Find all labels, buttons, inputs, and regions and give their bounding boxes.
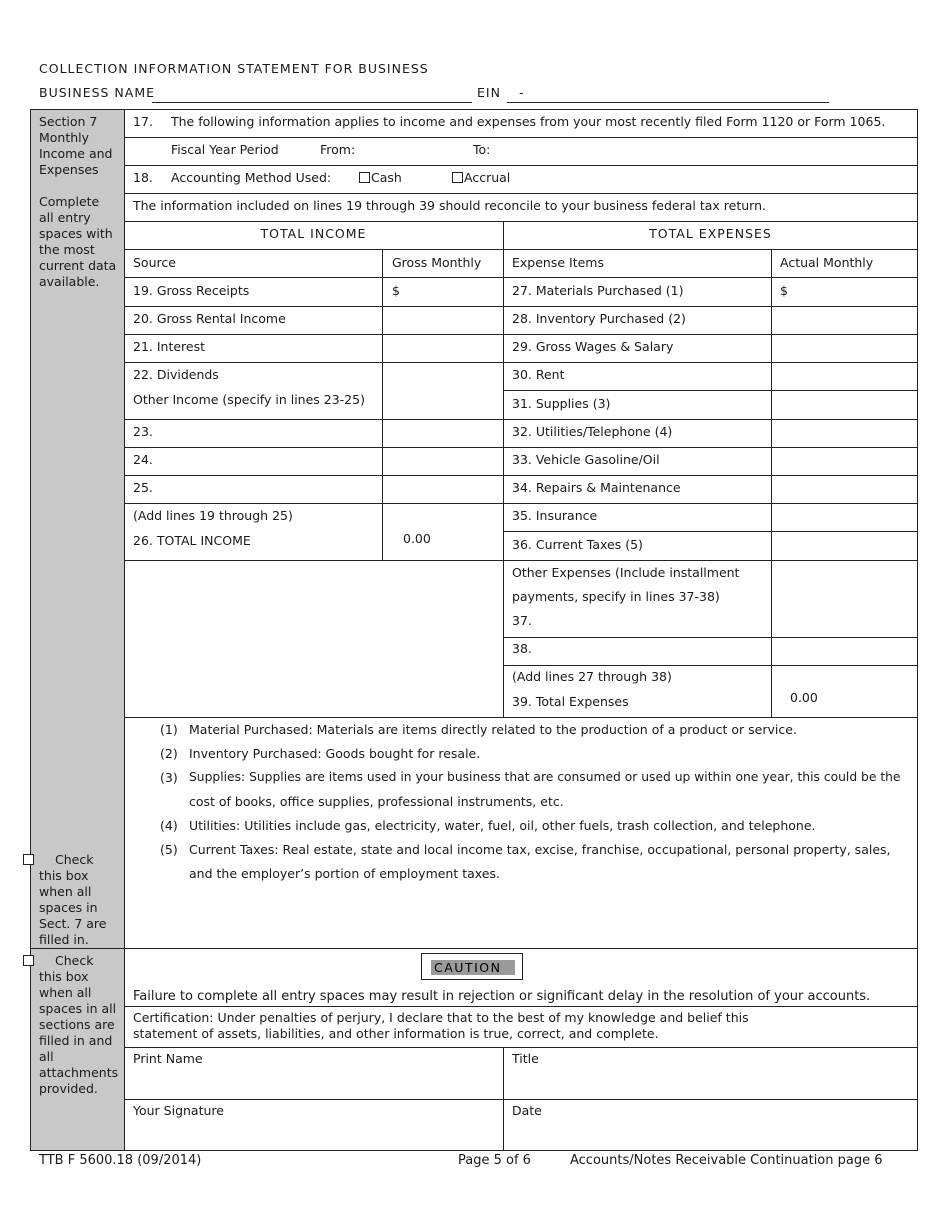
check-sect7-text <box>39 852 109 948</box>
continuation-note: Accounts/Notes Receivable Continuation page 6 <box>570 1153 883 1168</box>
expense-col-actual: Actual Monthly <box>780 255 874 270</box>
total-income-value: 0.00 <box>403 531 431 546</box>
check-sect7-label: Check this box when all spaces in Sect. 7 are filled in. <box>39 852 107 947</box>
income-add-note: (Add lines 19 through 25) <box>133 508 293 523</box>
total-expenses-label: 39. Total Expenses <box>512 694 629 709</box>
fiscal-year-label: Fiscal Year Period <box>171 142 279 157</box>
income-row-label: 23. <box>133 424 153 439</box>
total-income-heading: TOTAL INCOME <box>260 226 367 241</box>
section-title: Section 7 Monthly Income and Expenses <box>39 114 113 177</box>
expense-col-items: Expense Items <box>512 255 604 270</box>
accrual-checkbox[interactable] <box>452 172 463 183</box>
expense-row-label: 33. Vehicle Gasoline/Oil <box>512 452 660 467</box>
cash-checkbox[interactable] <box>359 172 370 183</box>
date-label: Date <box>512 1103 542 1118</box>
business-name-field[interactable] <box>152 102 472 103</box>
line18-number: 18. <box>133 170 153 185</box>
date-field[interactable] <box>504 1100 917 1150</box>
footnote-number: (2) <box>160 746 178 761</box>
certification-line-2: statement of assets, liabilities, and other information is true, correct, and complete. <box>133 1026 659 1041</box>
line17-number: 17. <box>133 114 153 129</box>
ein-field[interactable] <box>507 102 829 103</box>
footnote-text: Current Taxes: Real estate, state and local income tax, excise, franchise, occupational, personal property, sales, <box>189 842 891 857</box>
check-all-label: Check this box when all spaces in all sections are filled in and all attachments provided. <box>39 953 119 1096</box>
total-expenses-value: 0.00 <box>790 690 818 705</box>
title-label: Title <box>512 1051 539 1066</box>
other-expenses-note-2: payments, specify in lines 37-38) <box>512 589 720 604</box>
section-instructions: Complete all entry spaces with the most current data available. <box>39 194 117 289</box>
form-title: COLLECTION INFORMATION STATEMENT FOR BUSINESS <box>39 61 429 76</box>
ein-dash: - <box>519 85 524 100</box>
expense-row-label: 28. Inventory Purchased (2) <box>512 311 686 326</box>
cash-label: Cash <box>371 170 402 185</box>
print-name-label: Print Name <box>133 1051 203 1066</box>
footnote-text: Supplies: Supplies are items used in your business that are consumed or used up within one year, this could be the <box>189 770 901 784</box>
check-sect7-checkbox[interactable] <box>23 854 34 865</box>
expense-row-label: 31. Supplies (3) <box>512 396 611 411</box>
accrual-label: Accrual <box>464 170 511 185</box>
income-row-value[interactable]: $ <box>392 283 400 298</box>
expense-row-label: 27. Materials Purchased (1) <box>512 283 684 298</box>
expense-row-value[interactable]: $ <box>780 283 788 298</box>
check-all-text <box>39 953 117 1097</box>
footnote-number: (5) <box>160 842 178 857</box>
reconcile-note: The information included on lines 19 through 39 should reconcile to your business federal tax return. <box>133 198 766 213</box>
income-col-gross: Gross Monthly <box>392 255 482 270</box>
fiscal-to-label: To: <box>473 142 491 157</box>
footnote-text: Utilities: Utilities include gas, electricity, water, fuel, oil, other fuels, trash collection, and telephone. <box>189 818 816 833</box>
income-row-label: 20. Gross Rental Income <box>133 311 286 326</box>
footnote-text: Inventory Purchased: Goods bought for resale. <box>189 746 481 761</box>
footnote-number: (4) <box>160 818 178 833</box>
accounting-method-label: Accounting Method Used: <box>171 170 332 185</box>
expense-add-note: (Add lines 27 through 38) <box>512 669 672 684</box>
business-name-label: BUSINESS NAME <box>39 85 156 100</box>
form-id: TTB F 5600.18 (09/2014) <box>39 1153 202 1168</box>
other-expenses-note: Other Expenses (Include installment <box>512 565 740 580</box>
accrual-option[interactable] <box>452 170 510 185</box>
caution-text: Failure to complete all entry spaces may result in rejection or significant delay in the resolution of your accounts. <box>133 989 871 1004</box>
income-row-label: 22. Dividends <box>133 367 219 382</box>
income-col-source: Source <box>133 255 176 270</box>
expense-line-38: 38. <box>512 641 532 656</box>
income-row-label: 24. <box>133 452 153 467</box>
expense-row-label: 35. Insurance <box>512 508 598 523</box>
footnote-number: (1) <box>160 722 178 737</box>
signature-label: Your Signature <box>133 1103 224 1118</box>
income-row-label: 25. <box>133 480 153 495</box>
check-all-checkbox[interactable] <box>23 955 34 966</box>
expense-row-label: 34. Repairs & Maintenance <box>512 480 681 495</box>
line17-text: The following information applies to income and expenses from your most recently filed Form 1120 or Form 1065. <box>171 114 886 129</box>
ein-label: EIN <box>477 85 501 100</box>
income-row-label: 21. Interest <box>133 339 206 354</box>
total-expenses-heading: TOTAL EXPENSES <box>649 226 772 241</box>
certification-line-1: Certification: Under penalties of perjury, I declare that to the best of my knowledge and belief this <box>133 1010 749 1025</box>
title-field[interactable] <box>504 1048 917 1098</box>
print-name-field[interactable] <box>125 1048 502 1098</box>
expense-row-label: 29. Gross Wages & Salary <box>512 339 674 354</box>
footnote-text: Material Purchased: Materials are items directly related to the production of a product or service. <box>189 722 797 737</box>
page-number: Page 5 of 6 <box>458 1153 531 1168</box>
total-income-label: 26. TOTAL INCOME <box>133 533 251 548</box>
footnote-number: (3) <box>160 770 178 785</box>
expense-row-label: 30. Rent <box>512 367 565 382</box>
section-sidebar <box>30 109 125 1151</box>
caution-box <box>421 953 523 980</box>
fiscal-from-label: From: <box>320 142 356 157</box>
footnote-text-cont: cost of books, office supplies, professional instruments, etc. <box>189 794 564 809</box>
expense-line-37: 37. <box>512 613 532 628</box>
expense-row-label: 32. Utilities/Telephone (4) <box>512 424 673 439</box>
footnote-text-cont: and the employer’s portion of employment taxes. <box>189 866 500 881</box>
income-row-label: Other Income (specify in lines 23-25) <box>133 392 365 407</box>
cash-option[interactable] <box>359 170 402 185</box>
signature-field[interactable] <box>125 1100 502 1150</box>
expense-row-label: 36. Current Taxes (5) <box>512 537 643 552</box>
income-row-label: 19. Gross Receipts <box>133 283 250 298</box>
caution-label: CAUTION <box>431 960 515 975</box>
